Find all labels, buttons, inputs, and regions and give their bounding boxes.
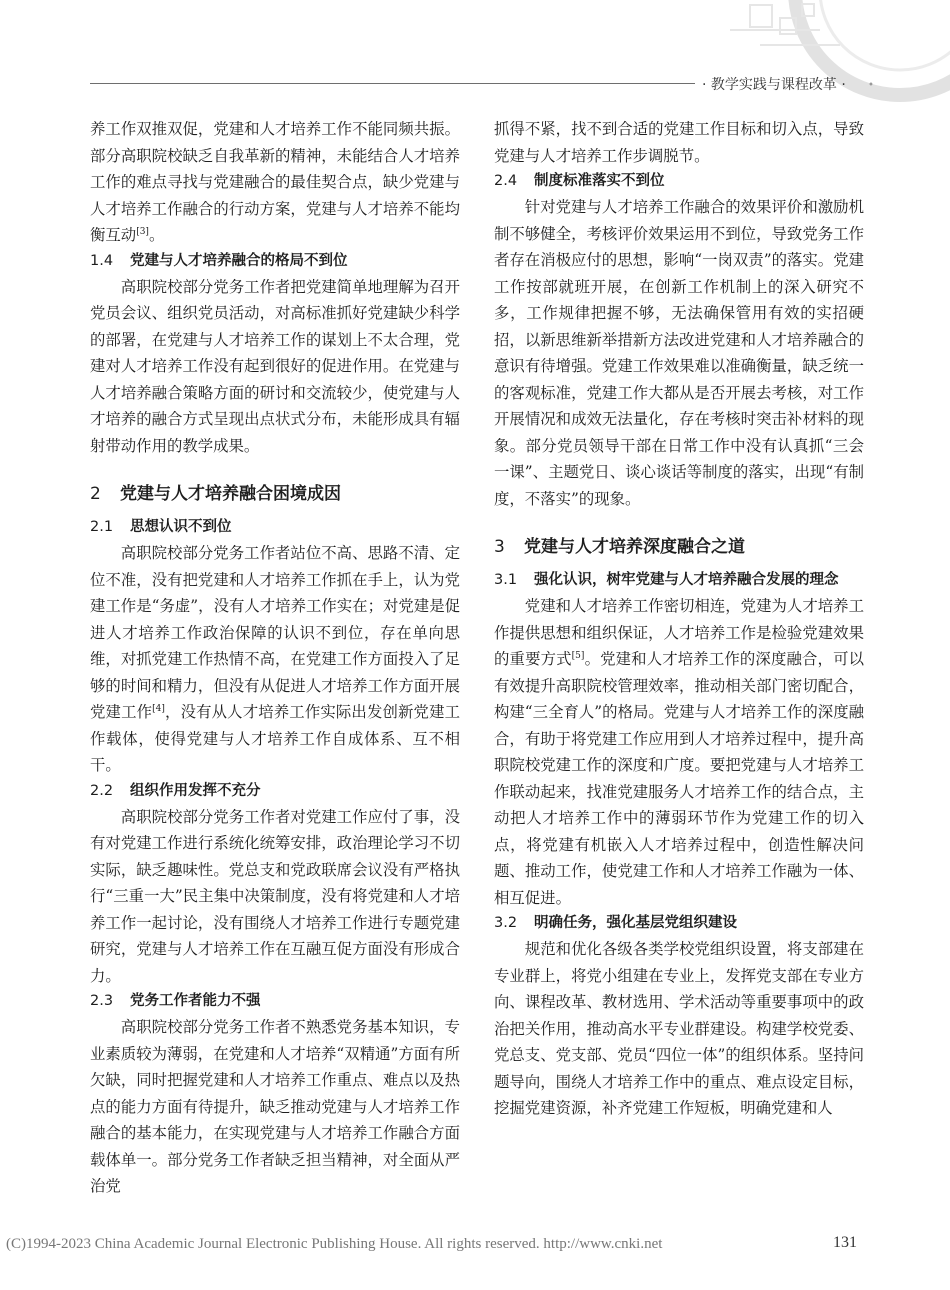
section-heading-2-2: 2.2 组织作用发挥不充分 xyxy=(90,782,261,799)
paragraph: 高职院校部分党务工作者对党建工作应付了事，没有对党建工作进行系统化统筹安排，政治理论学习不切实际，缺乏趣味性。党总支和党政联席会议没有严格执行“三重一大”民主集中决策制度，没有将党建和人才培养工作一起讨论，没有围绕人才培养工作进行专题党建研究，党建与人才培养工作在互融互促方面没有形成合力。 xyxy=(90,807,460,985)
header-dot: • xyxy=(868,80,874,91)
copyright-notice: (C)1994-2023 China Academic Journal Electronic Publishing House. All rights reserved. http://www.cnki.net xyxy=(6,1236,663,1252)
section-heading-3-1: 3.1 强化认识，树牢党建与人才培养融合发展的理念 xyxy=(494,572,839,588)
section-heading-1-4: 1.4 党建与人才培养融合的格局不到位 xyxy=(90,252,348,269)
page-number: 131 xyxy=(833,1234,857,1251)
left-column xyxy=(90,116,460,1200)
right-column xyxy=(494,116,864,1122)
citation: [3] xyxy=(136,227,149,237)
header-decoration xyxy=(690,0,950,120)
paragraph: 高职院校部分党务工作者站位不高、思路不清、定位不准，没有把党建和人才培养工作抓在手上，认为党建工作是“务虚”，没有人才培养工作实在；对党建是促进人才培养工作政治保障的认识不到位，存在单向思维，对抓党建工作热情不高，在党建工作方面投入了足够的时间和精力，但没有从促进人才培养工作方面开展党建工作[4]，没有从人才培养工作实际出发创新党建工作载体，使得党建与人才培养工作自成体系、互不相干。 xyxy=(90,544,460,774)
section-heading-2-1: 2.1 思想认识不到位 xyxy=(90,519,232,535)
paragraph: 高职院校部分党务工作者把党建简单地理解为召开党员会议、组织党员活动，对高标准抓好党建缺少科学的部署，在党建与人才培养工作的谋划上不太合理，党建对人才培养工作没有起到很好的促进作用。在党建与人才培养融合策略方面的研讨和交流较少，使党建与人才培养的融合方式呈现出点状式分布，未能形成具有辐射带动作用的教学成果。 xyxy=(90,277,460,455)
paragraph: 抓得不紧，找不到合适的党建工作目标和切入点，导致党建与人才培养工作步调脱节。 xyxy=(494,120,864,165)
section-heading-3: 3 党建与人才培养深度融合之道 xyxy=(494,537,745,557)
paragraph: 高职院校部分党务工作者不熟悉党务基本知识，专业素质较为薄弱，在党建和人才培养“双精通”方面有所欠缺，同时把握党建和人才培养工作重点、难点以及热点的能力方面有待提升，缺乏推动党建与人才培养工作融合的基本能力，在实现党建与人才培养工作融合方面载体单一。部分党务工作者缺乏担当精神，对全面从严治党 xyxy=(90,1018,460,1195)
citation: [4] xyxy=(152,704,165,714)
header-rule xyxy=(90,83,695,84)
section-heading-2-3: 2.3 党务工作者能力不强 xyxy=(90,993,261,1009)
paragraph: 规范和优化各级各类学校党组织设置，将支部建在专业群上，将党小组建在专业上，发挥党支部在专业方向、课程改革、教材选用、学术活动等重要事项中的政治把关作用，推动高水平专业群建设。构建学校党委、党总支、党支部、党员“四位一体”的组织体系。坚持问题导向，围绕人才培养工作中的重点、难点设定目标，挖掘党建资源，补齐党建工作短板，明确党建和人 xyxy=(494,940,864,1117)
citation: [5] xyxy=(571,651,585,661)
section-heading-3-2: 3.2 明确任务，强化基层党组织建设 xyxy=(494,915,737,931)
paragraph: 党建和人才培养工作密切相连，党建为人才培养工作提供思想和组织保证，人才培养工作是检验党建效果的重要方式[5]。党建和人才培养工作的深度融合，可以有效提升高职院校管理效率，推动相关部门密切配合，构建“三全育人”的格局。党建与人才培养工作的深度融合，有助于将党建工作应用到人才培养过程中，提升高职院校党建工作的深度和广度。要把党建与人才培养工作联动起来，找准党建服务人才培养工作的结合点，主动把人才培养工作中的薄弱环节作为党建工作的切入点，将党建有机嵌入人才培养过程中，创造性解决问题、推动工作，使党建工作和人才培养工作融为一体、相互促进。 xyxy=(494,597,864,907)
section-heading-2: 2 党建与人才培养融合困境成因 xyxy=(90,484,341,504)
running-header: · 教学实践与课程改革 · xyxy=(702,77,846,93)
section-heading-2-4: 2.4 制度标准落实不到位 xyxy=(494,173,665,189)
paragraph: 养工作双推双促，党建和人才培养工作不能同频共振。部分高职院校缺乏自我革新的精神，未能结合人才培养工作的难点寻找与党建融合的最佳契合点，缺少党建与人才培养工作融合的行动方案，党建与人才培养不能均衡互动[3]。 xyxy=(90,120,460,244)
paragraph: 针对党建与人才培养工作融合的效果评价和激励机制不够健全，考核评价效果运用不到位，导致党务工作者存在消极应付的思想，影响“一岗双责”的落实。党建工作按部就班开展，在创新工作机制上的深入研究不多，工作规律把握不够，无法确保管用有效的实招硬招，以新思维新举措新方法改进党建和人才培养融合的意识有待增强。党建工作效果难以准确衡量，缺乏统一的客观标准，党建工作大都从是否开展去考核，对工作开展情况和成效无法量化，存在考核时突击补材料的现象。部分党员领导干部在日常工作中没有认真抓“三会一课”、主题党日、谈心谈话等制度的落实，出现“有制度，不落实”的现象。 xyxy=(494,198,864,508)
